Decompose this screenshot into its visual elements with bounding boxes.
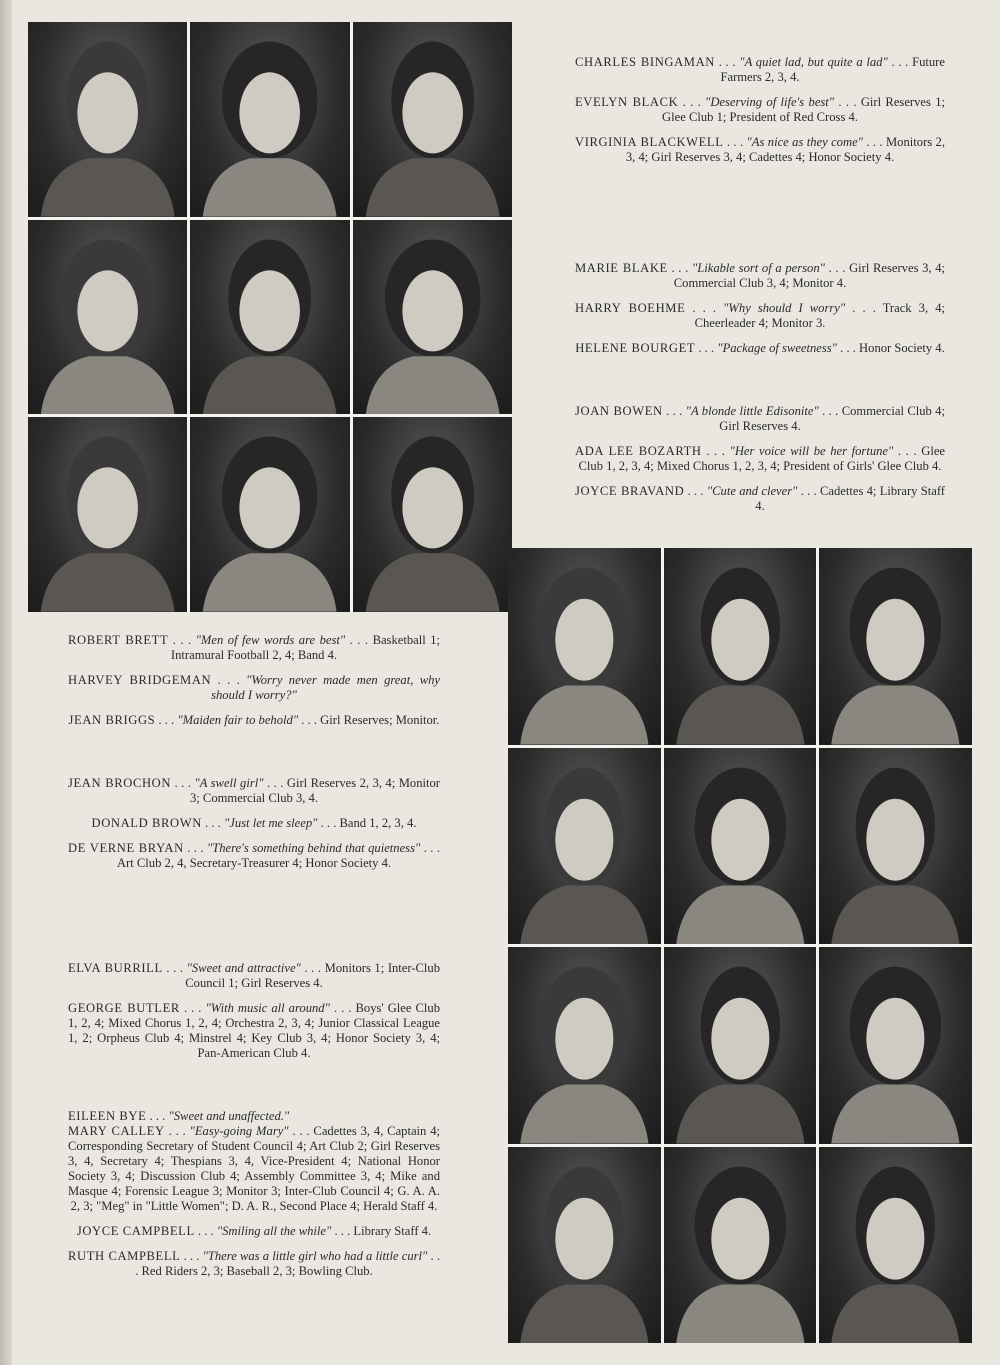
portrait-photo <box>28 22 187 217</box>
portrait-photo <box>508 947 661 1144</box>
page-binding-edge <box>0 0 12 1365</box>
portrait-photo <box>190 220 349 415</box>
portrait-photo <box>190 417 349 612</box>
senior-bio: DONALD BROWN . . . "Just let me sleep" . . . Band 1, 2, 3, 4. <box>91 816 417 830</box>
portrait-photo <box>353 22 512 217</box>
portrait-photo <box>664 1147 817 1344</box>
portrait-photo <box>819 548 972 745</box>
senior-bio: MARY CALLEY . . . "Easy-going Mary" . . . Cadettes 3, 4, Captain 4; Corresponding Secretary of Student Council 4; Art Club 2; Girl Reserves 3, 4, Secretary 4; Thespians 3, 4, Vice-President 4; National Honor Society 3, 4; Discussion Club 4; Assembly Committee 3, 4; Mike and Masque 4; Forensic League 3; Monitor 3; Inter-Club Council 4; G. A. A. 2, 3; "Meg" in "Little Women"; D. A. R., Second Place 4; Herald Staff 4. <box>68 1124 440 1213</box>
portrait-photo <box>664 947 817 1144</box>
senior-bio: DE VERNE BRYAN . . . "There's something behind that quietness" . . . Art Club 2, 4, Secretary-Treasurer 4; Honor Society 4. <box>68 841 441 870</box>
portrait-photo <box>819 947 972 1144</box>
portrait-silhouette <box>819 548 972 745</box>
portrait-photo <box>353 417 512 612</box>
senior-bio: ELVA BURRILL . . . "Sweet and attractive" . . . Monitors 1; Inter-Club Council 1; Girl Reserves 4. <box>68 961 441 990</box>
senior-bio: JEAN BRIGGS . . . "Maiden fair to behold" . . . Girl Reserves; Monitor. <box>68 713 440 727</box>
bio-column-bottom <box>68 633 440 1279</box>
portrait-silhouette <box>819 947 972 1144</box>
portrait-silhouette <box>664 947 817 1144</box>
portrait-photo <box>819 748 972 945</box>
portrait-silhouette <box>353 220 512 415</box>
portrait-silhouette <box>190 220 349 415</box>
portrait-silhouette <box>28 220 187 415</box>
portrait-photo <box>664 748 817 945</box>
portrait-silhouette <box>508 548 661 745</box>
portrait-silhouette <box>190 417 349 612</box>
portrait-photo <box>508 1147 661 1344</box>
portrait-photo <box>819 1147 972 1344</box>
senior-bio: HARRY BOEHME . . . "Why should I worry" . . . Track 3, 4; Cheerleader 4; Monitor 3. <box>575 301 945 330</box>
senior-bio: HELENE BOURGET . . . "Package of sweetness" . . . Honor Society 4. <box>575 341 945 355</box>
senior-bio: VIRGINIA BLACKWELL . . . "As nice as they come" . . . Monitors 2, 3, 4; Girl Reserves 3, 4; Cadettes 4; Honor Society 4. <box>575 135 945 164</box>
portrait-photo <box>28 417 187 612</box>
senior-bio: EVELYN BLACK . . . "Deserving of life's best" . . . Girl Reserves 1; Glee Club 1; President of Red Cross 4. <box>575 95 946 124</box>
portrait-silhouette <box>28 417 187 612</box>
portrait-silhouette <box>819 1147 972 1344</box>
portrait-silhouette <box>353 417 512 612</box>
portrait-silhouette <box>664 748 817 945</box>
portrait-silhouette <box>664 548 817 745</box>
portrait-grid-top <box>28 22 512 612</box>
bio-column-top <box>575 55 945 514</box>
senior-bio: ADA LEE BOZARTH . . . "Her voice will be her fortune" . . . Glee Club 1, 2, 3, 4; Mixed Chorus 1, 2, 3, 4; President of Girls' Glee Club 4. <box>575 444 946 473</box>
portrait-photo <box>508 548 661 745</box>
senior-bio: JOAN BOWEN . . . "A blonde little Edisonite" . . . Commercial Club 4; Girl Reserves 4. <box>575 404 945 433</box>
portrait-silhouette <box>664 1147 817 1344</box>
portrait-silhouette <box>353 22 512 217</box>
senior-bio: JOYCE BRAVAND . . . "Cute and clever" . . . Cadettes 4; Library Staff 4. <box>575 484 945 513</box>
portrait-silhouette <box>819 748 972 945</box>
senior-bio: JOYCE CAMPBELL . . . "Smiling all the while" . . . Library Staff 4. <box>76 1224 432 1238</box>
portrait-silhouette <box>508 947 661 1144</box>
senior-bio: JEAN BROCHON . . . "A swell girl" . . . Girl Reserves 2, 3, 4; Monitor 3; Commercial Club 3, 4. <box>68 776 440 805</box>
senior-bio: HARVEY BRIDGEMAN . . . "Worry never made men great, why should I worry?" <box>68 673 440 702</box>
senior-bio: ROBERT BRETT . . . "Men of few words are best" . . . Basketball 1; Intramural Football 2, 4; Band 4. <box>68 633 440 662</box>
portrait-photo <box>664 548 817 745</box>
portrait-photo <box>353 220 512 415</box>
portrait-silhouette <box>508 748 661 945</box>
senior-bio: EILEEN BYE . . . "Sweet and unaffected." <box>68 1109 290 1123</box>
portrait-silhouette <box>28 22 187 217</box>
portrait-photo <box>508 748 661 945</box>
senior-bio: MARIE BLAKE . . . "Likable sort of a person" . . . Girl Reserves 3, 4; Commercial Club 3, 4; Monitor 4. <box>575 261 946 290</box>
portrait-photo <box>190 22 349 217</box>
portrait-silhouette <box>190 22 349 217</box>
portrait-photo <box>28 220 187 415</box>
portrait-grid-bottom <box>508 548 972 1343</box>
senior-bio: GEORGE BUTLER . . . "With music all around" . . . Boys' Glee Club 1, 2, 4; Mixed Chorus 1, 2, 4; Orchestra 2, 3, 4; Junior Classical League 1, 2; Orpheus Club 4; Minstrel 4; Key Club 3, 4; Honor Society 3, 4; Pan-American Club 4. <box>68 1001 441 1060</box>
senior-bio: RUTH CAMPBELL . . . "There was a little girl who had a little curl" . . . Red Riders 2, 3; Baseball 2, 3; Bowling Club. <box>68 1249 440 1278</box>
portrait-silhouette <box>508 1147 661 1344</box>
senior-bio: CHARLES BINGAMAN . . . "A quiet lad, but quite a lad" . . . Future Farmers 2, 3, 4. <box>575 55 945 84</box>
